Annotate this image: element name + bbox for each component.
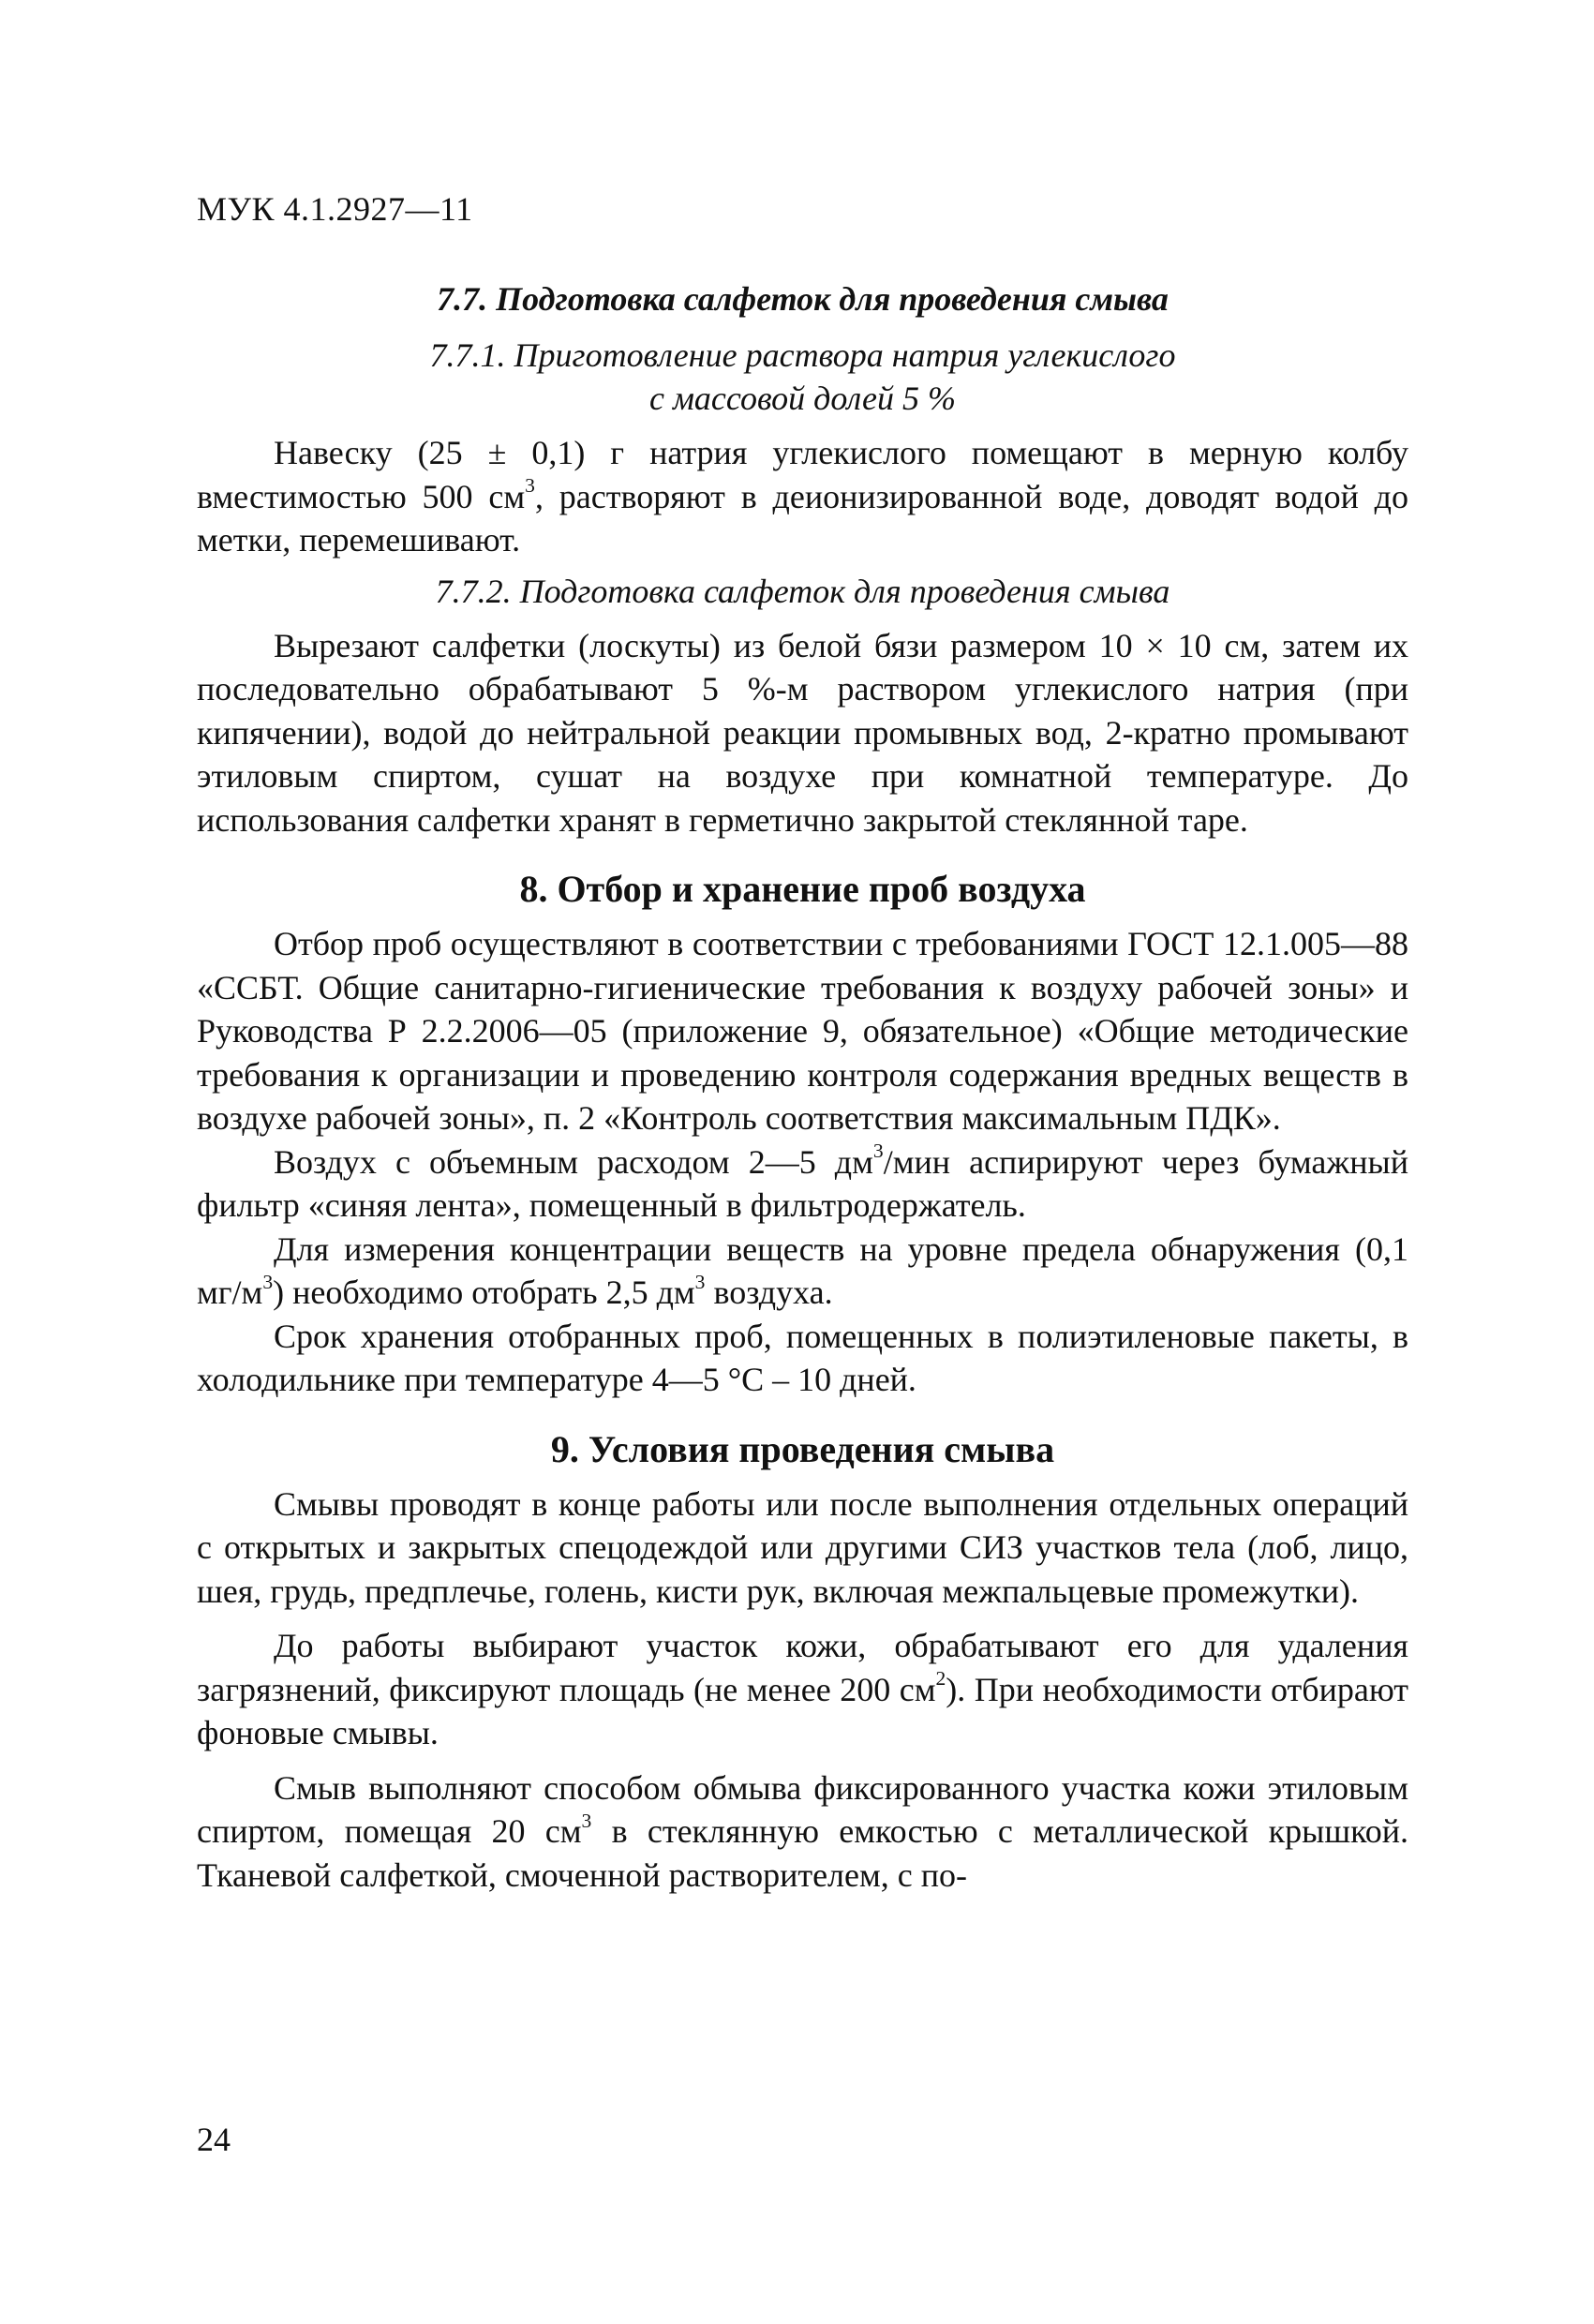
subsection-7-7-1-title-line2: с массовой долей 5 % — [648, 380, 957, 417]
paragraph-7-7-1-text-a: Навеску (25 ± 0,1) г натрия углекислого помещают в мерную колбу вместимостью 500 см — [197, 434, 1408, 515]
section-7-7-title: 7.7. Подготовка салфеток для проведения смыва — [437, 280, 1169, 318]
paragraph-9-2-text-a: До работы выбирают участок кожи, обрабатывают его для удаления загрязнений, фиксируют площадь (не менее 200 см — [197, 1627, 1408, 1708]
paragraph-8-4: Срок хранения отобранных проб, помещенных в полиэтиленовые пакеты, в холодильнике при температуре 4—5 °С – 10 дней. — [197, 1317, 1408, 1398]
paragraph-8-2-text-b: /мин аспирируют через бумажный фильтр «синяя лента», помещенный в фильтродержатель. — [197, 1142, 1408, 1224]
paragraph-8-3-text-c: воздуха. — [705, 1274, 833, 1311]
paragraph-8-3 — [197, 1228, 1408, 1315]
paragraph-7-7-1 — [197, 431, 1408, 562]
paragraph-9-2 — [197, 1624, 1408, 1755]
paragraph-7-7-1-text-b: , растворяют в деионизированной воде, доводят водой до метки, перемешивают. — [197, 477, 1408, 559]
paragraph-7-7-1-superscript: 3 — [525, 474, 535, 498]
paragraph-8-3-text-a: Для измерения концентрации веществ на уровне предела обнаружения (0,1 мг/м — [197, 1229, 1408, 1311]
paragraph-8-2 — [197, 1140, 1408, 1228]
paragraph-9-3-text-a: Смыв выполняют способом обмыва фиксированного участка кожи этиловым спиртом, помещая 20 см — [197, 1768, 1408, 1850]
paragraph-7-7-2: Вырезают салфетки (лоскуты) из белой бязи размером 10 × 10 см, затем их последовательно обрабатывают 5 %-м раствором углекислого натрия (при кипячении), водой до нейтральной реакции промывных вод, 2-кратно промывают этиловым спиртом, сушат на воздухе при комнатной температуре. До использования салфетки хранят в герметично закрытой стеклянной таре. — [197, 626, 1408, 839]
subsection-7-7-2-title: 7.7.2. Подготовка салфеток для проведения смыва — [435, 572, 1170, 610]
paragraph-9-2-superscript: 2 — [935, 1667, 946, 1691]
paragraph-8-3-superscript-2: 3 — [694, 1270, 706, 1293]
paragraph-8-2-text-a: Воздух с объемным расходом 2—5 дм — [274, 1142, 873, 1181]
paragraph-9-2-text-b: ). При необходимости отбирают фоновые смывы. — [197, 1670, 1408, 1751]
paragraph-8-3-superscript-1: 3 — [262, 1270, 274, 1293]
paragraph-8-1: Отбор проб осуществляют в соответствии с требованиями ГОСТ 12.1.005—88 «ССБТ. Общие санитарно-гигиенические требования к воздуху рабочей зоны» и Руководства Р 2.2.2006—05 (приложение 9, обязательное) «Общие методические требования к организации и проведению контроля содержания вредных веществ в воздухе рабочей зоны», п. 2 «Контроль соответствия максимальным ПДК». — [197, 925, 1408, 1137]
page-number: 24 — [197, 2121, 231, 2158]
section-8-title: 8. Отбор и хранение проб воздуха — [519, 868, 1086, 910]
section-9-title: 9. Условия проведения смыва — [550, 1427, 1055, 1470]
paragraph-8-3-text-b: ) необходимо отобрать 2,5 дм — [273, 1274, 695, 1311]
paragraph-9-3-superscript: 3 — [581, 1809, 592, 1832]
document-code-header: МУК 4.1.2927—11 — [197, 190, 473, 228]
paragraph-8-2-superscript: 3 — [872, 1140, 884, 1163]
paragraph-9-3-text-b: в стеклянную емкостью с металлической крышкой. Тканевой салфеткой, смоченной растворителем, с по- — [197, 1812, 1408, 1894]
page-body — [197, 277, 1408, 1897]
subsection-7-7-1-title-line1: 7.7.1. Приготовление раствора натрия углекислого — [429, 336, 1176, 374]
paragraph-9-3 — [197, 1766, 1408, 1898]
paragraph-9-1: Смывы проводят в конце работы или после выполнения отдельных операций с открытых и закрытых спецодеждой или другими СИЗ участков тела (лоб, лицо, шея, грудь, предплечье, голень, кисти рук, включая межпальцевые промежутки). — [197, 1484, 1408, 1610]
